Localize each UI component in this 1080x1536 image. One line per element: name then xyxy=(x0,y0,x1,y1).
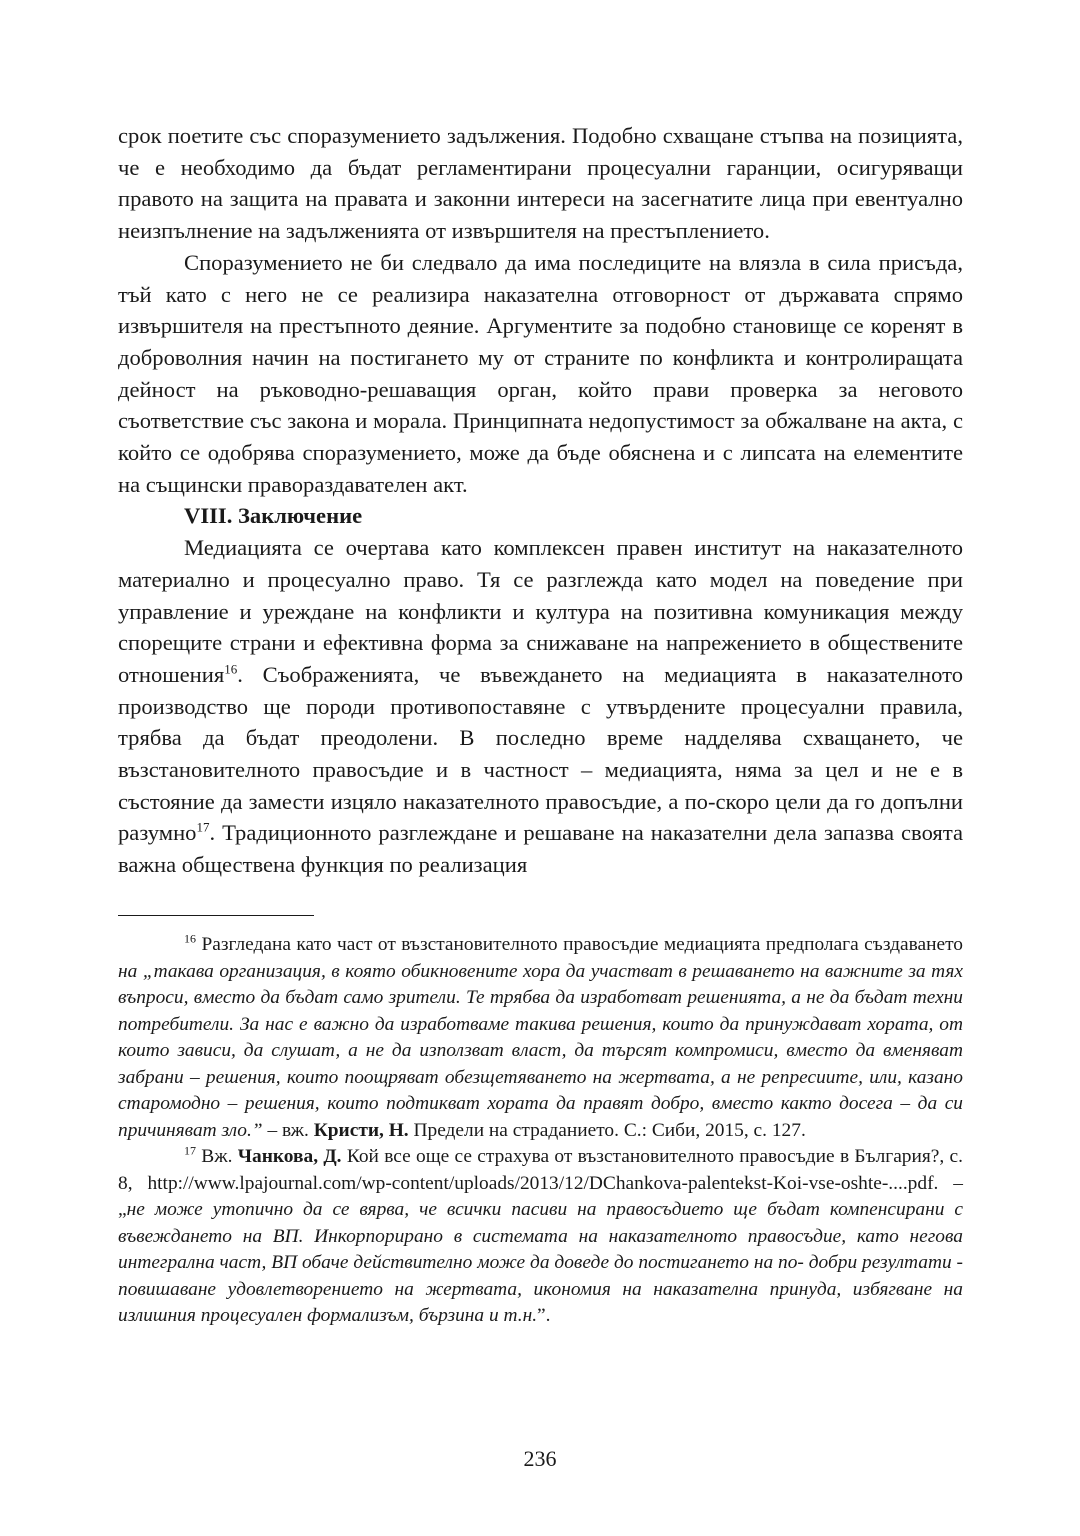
footnote-16-source: Предели на страданието. С.: Сиби, 2015, с. 127. xyxy=(408,1119,806,1141)
footnote-17-source: Кой все още се страхува от възстановителното правосъдие в България?, с. 8, http://www.lpajournal.com/wp-content/uploads/2013/12/DChankova-palentekst-Koi-vse-oshte-....pdf. – „ xyxy=(118,1146,964,1220)
conclusion-part-2: . Съображенията, че въвеждането на медиацията в наказателното производство ще породи противопоставяне с утвърдените процесуални правила, трябва да бъдат преодолени. В последно време надделява схващането, че възстановителното правосъдие и в частност – медиацията, няма за цел и не е в състояние да замести изцяло наказателното правосъдие, а по-скоро цели да го допълни разумно xyxy=(118,661,963,846)
section-heading: VIII. Заключение xyxy=(184,503,363,529)
paragraph-conclusion xyxy=(118,532,963,881)
paragraph-agreement: Споразумението не би следвало да има последиците на влязла в сила присъда, тъй като с него не се реализира наказателна отговорност от държавата спрямо извършителя на престъпното деяние. Аргументите за подобно становище се коренят в доброволния начин на постигането му от страните по конфликта и контролиращата дейност на ръководно-решаващия орган, който прави проверка за неговото съответствие със закона и морала. Принципната недопустимост за обжалване на акта, с който се одобрява споразумението, може да бъде обяснена и с липсата на елементите на същински правораздавателен акт. xyxy=(118,249,963,497)
footnote-17 xyxy=(118,1144,963,1330)
main-text xyxy=(118,120,963,881)
conclusion-part-1: Медиацията се очертава като комплексен правен институт на наказателното материално и процесуално право. Тя се разглежда като модел на поведение при управление и уреждане на конфликти и култура на позитивна комуникация между спорещите страни и ефективна форма за снижаване на напрежението в обществените отношения xyxy=(118,535,963,687)
footnote-ref-16[interactable]: 16 xyxy=(224,661,238,677)
footnote-16-intro: Разгледана като част от възстановителното правосъдие медиацията предполага създаването xyxy=(196,934,963,955)
page-number: 236 xyxy=(523,1446,557,1471)
footnotes xyxy=(118,932,963,1330)
footnote-17-see: Вж. xyxy=(196,1146,238,1167)
paragraph-continued: срок поетите със споразумението задължения. Подобно схващане стъпва на позицията, че е необходимо да бъдат регламентирани процесуални гаранции, осигуряващи правото на защита на правата и законни интереси на засегнатите лица при евентуално неизпълнение на задълженията от извършителя на престъплението. xyxy=(118,123,963,244)
footnote-16-number: 16 xyxy=(184,931,196,946)
footnote-17-number: 17 xyxy=(184,1143,196,1158)
footnote-16-author: Кристи, Н. xyxy=(313,1119,409,1141)
footnote-ref-17[interactable]: 17 xyxy=(196,819,210,835)
footnote-16-see: – вж. xyxy=(262,1119,314,1141)
footnote-16-quote: на „такава организация, в която обикновените хора да участват в решаването на важните за тях въпроси, вместо да бъдат само зрители. Те трябва да изработват решенията, а не да бъдат техни потребители. За нас е важно да изработваме такива решения, които да принуждават хората, от които зависи, да слушат, а не да използват власт, да търсят компромиси, вместо да вменяват забрани – решения, които поощряват обезщетяването на жертвата, а не репресиите, или, казано старомодно – решения, които подтикват хората да правят добро, вместо както досега – да си причиняват зло.” xyxy=(118,960,963,1141)
footnote-separator xyxy=(118,915,314,916)
footnote-17-closing: ”. xyxy=(537,1305,551,1326)
footnote-17-quote: не може утопично да се вярва, че всички пасиви на правосъдието ще бъдат компенсирани с въвеждането на ВП. Инкорпорирано в системата на наказателното правосъдие, като негова интегрална част, ВП обаче действително може да доведе до постигането на по- добри резултати - повишаване удовлетворението на жертвата, икономия на наказателна принуда, избягване на излишния процесуален формализъм, бързина и т.н. xyxy=(118,1199,963,1326)
footnote-16 xyxy=(118,932,963,1144)
footnote-17-author: Чанкова, Д. xyxy=(237,1146,342,1167)
conclusion-part-3: . Традиционното разглеждане и решаване на наказателни дела запазва своята важна обществена функция по реализация xyxy=(118,820,963,878)
